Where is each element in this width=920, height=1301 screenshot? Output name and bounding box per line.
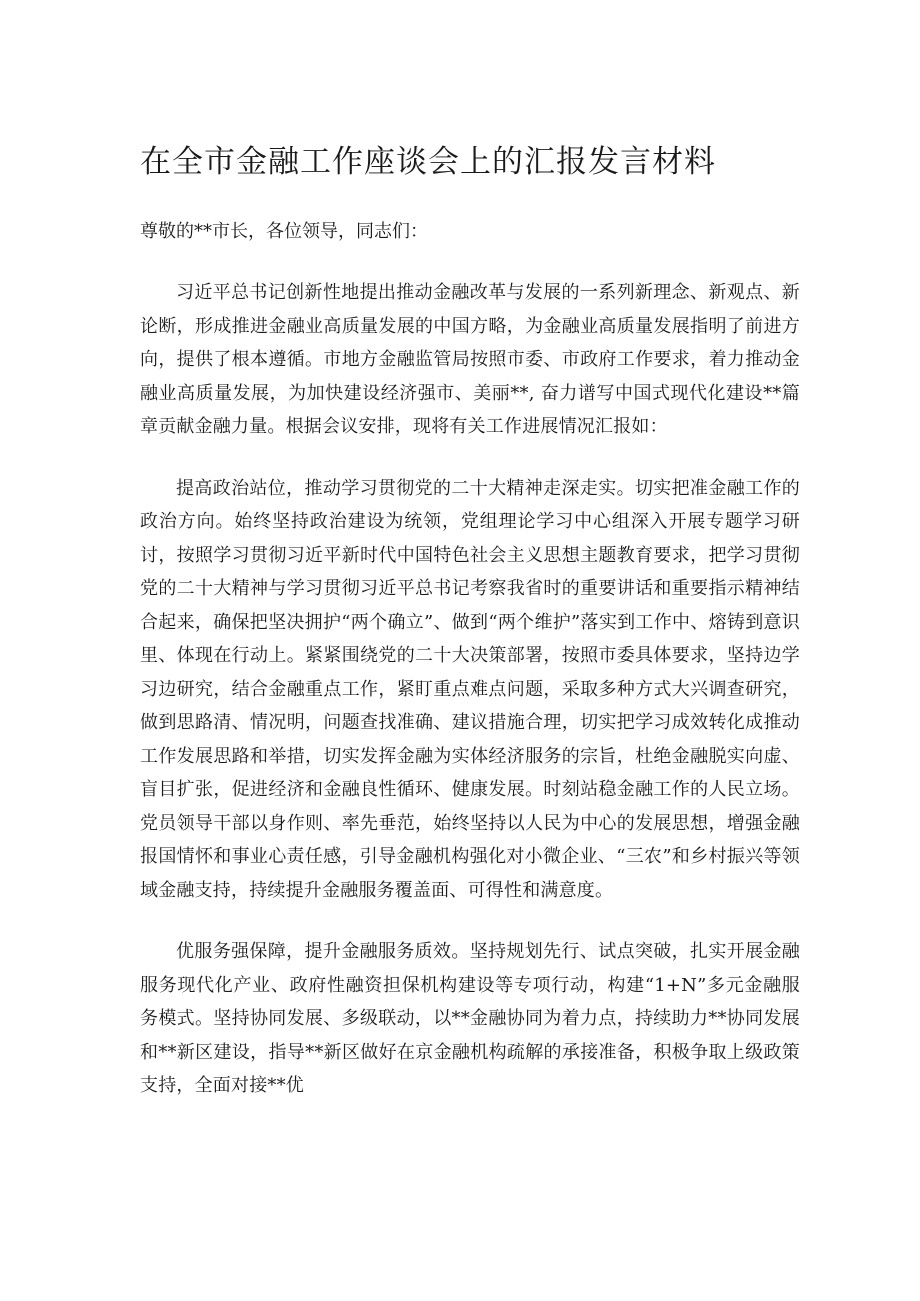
paragraph-1: 习近平总书记创新性地提出推动金融改革与发展的一系列新理念、新观点、新论断，形成推进金融业高质量发展的中国方略，为金融业高质量发展指明了前进方向，提供了根本遵循。市地方金融监管局按照市委、市政府工作要求，着力推动金融业高质量发展，为加快建设经济强市、美丽**, 奋力谱写中国式现代化建设**篇章贡献金融力量。根据会议安排，现将有关工作进展情况汇报如： xyxy=(140,282,800,437)
salutation: 尊敬的**市长，各位领导，同志们： xyxy=(140,221,428,242)
paragraph-3: 优服务强保障，提升金融服务质效。坚持规划先行、试点突破，扎实开展金融服务现代化产业、政府性融资担保机构建设等专项行动，构建“1+N”多元金融服务模式。坚持协同发展、多级联动，以**金融协同为着力点，持续助力**协同发展和**新区建设，指导**新区做好在京金融机构疏解的承接准备，积极争取上级政策支持，全面对接**优 xyxy=(140,941,800,1096)
paragraph-2: 提高政治站位，推动学习贯彻党的二十大精神走深走实。切实把准金融工作的政治方向。始终坚持政治建设为统领，党组理论学习中心组深入开展专题学习研讨，按照学习贯彻习近平新时代中国特色社会主义思想主题教育要求，把学习贯彻党的二十大精神与学习贯彻习近平总书记考察我省时的重要讲话和重要指示精神结合起来，确保把坚决拥护“两个确立”、做到“两个维护”落实到工作中、熔铸到意识里、体现在行动上。紧紧围绕党的二十大决策部署，按照市委具体要求，坚持边学习边研究，结合金融重点工作，紧盯重点难点问题，采取多种方式大兴调查研究，做到思路清、情况明，问题查找准确、建议措施合理，切实把学习成效转化成推动工作发展思路和举措，切实发挥金融为实体经济服务的宗旨，杜绝金融脱实向虚、盲目扩张，促进经济和金融良性循环、健康发展。时刻站稳金融工作的人民立场。党员领导干部以身作则、率先垂范，始终坚持以人民为中心的发展思想，增强金融报国情怀和事业心责任感，引导金融机构强化对小微企业、“三农”和乡村振兴等领域金融支持，持续提升金融服务覆盖面、可得性和满意度。 xyxy=(140,477,800,901)
document-title: 在全市金融工作座谈会上的汇报发言材料 xyxy=(140,144,716,180)
